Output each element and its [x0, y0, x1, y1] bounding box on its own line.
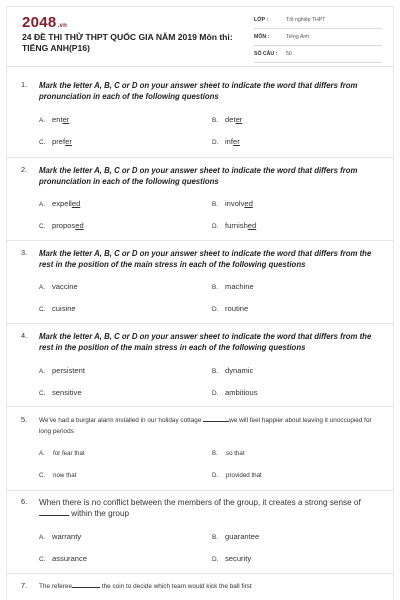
question-number: 5.	[21, 415, 28, 424]
meta-class-label: LỚP :	[254, 17, 269, 23]
header-divider	[6, 66, 394, 67]
question-text	[39, 581, 381, 592]
logo-text: 2048	[22, 14, 57, 31]
option-letter: B.	[212, 451, 218, 457]
question-divider	[6, 406, 394, 407]
option-d[interactable]	[212, 221, 256, 230]
option-letter: C.	[39, 306, 46, 313]
option-letter: C.	[39, 390, 46, 397]
option-letter: C.	[39, 139, 46, 146]
option-a[interactable]	[39, 199, 80, 208]
answer-blank	[72, 587, 100, 588]
option-d[interactable]	[212, 388, 258, 397]
option-text: guarantee	[225, 532, 260, 541]
option-text: involv	[225, 199, 245, 208]
question-text-part: When there is no conflict between the members of the group, it creates a strong sense of	[39, 498, 361, 507]
question-number: 1.	[21, 80, 28, 89]
option-text: pref	[52, 137, 66, 146]
option-text: cuisine	[52, 304, 76, 313]
meta-class-row	[254, 14, 382, 29]
option-text: machine	[225, 282, 254, 291]
option-underlined: er	[233, 137, 240, 146]
option-c[interactable]	[39, 137, 72, 146]
option-a[interactable]	[39, 115, 69, 124]
option-b[interactable]	[212, 282, 254, 291]
option-letter: A.	[39, 284, 46, 291]
option-b[interactable]	[212, 450, 245, 457]
option-letter: C.	[39, 556, 46, 563]
answer-blank	[203, 421, 229, 422]
option-letter: C.	[39, 473, 45, 479]
option-d[interactable]	[212, 304, 248, 313]
question-number: 4.	[21, 331, 28, 340]
option-c[interactable]	[39, 554, 87, 563]
option-text: persistent	[52, 366, 85, 375]
option-text: vaccine	[52, 282, 78, 291]
option-text: ambitious	[225, 388, 258, 397]
option-text: dynamic	[225, 366, 254, 375]
question-text-part: we will feel happier about leaving it unoccupied for long periods	[39, 417, 372, 435]
option-b[interactable]	[212, 532, 259, 541]
document-header	[6, 0, 394, 66]
option-text: furnish	[225, 221, 248, 230]
option-text: provided that	[226, 472, 262, 479]
option-text: expell	[52, 199, 72, 208]
option-letter: B.	[212, 284, 219, 291]
document-title: 24 ĐỀ THI THỬ THPT QUỐC GIA NĂM 2019 Môn thi: TIẾNG ANH(P16)	[22, 32, 233, 53]
option-d[interactable]	[212, 472, 262, 479]
question-text	[39, 415, 381, 437]
option-letter: D.	[212, 223, 219, 230]
option-c[interactable]	[39, 388, 82, 397]
question-divider	[6, 573, 394, 574]
question-text: Mark the letter A, B, C or D on your answer sheet to indicate the word that differs from pronunciation in each of the following questions	[39, 81, 358, 101]
meta-count-value: 50	[286, 51, 292, 57]
option-underlined: ed	[244, 199, 253, 208]
option-text: security	[225, 554, 252, 563]
option-text: now that	[53, 472, 77, 479]
answer-blank	[39, 515, 69, 516]
option-underlined: er	[235, 115, 243, 124]
option-c[interactable]	[39, 472, 76, 479]
question-number: 6.	[21, 497, 28, 506]
question-text: Mark the letter A, B, C or D on your answer sheet to indicate the word that differs from the rest in the position of the main stress in each of the following questions	[39, 249, 372, 269]
question-number: 7.	[21, 581, 28, 590]
option-letter: A.	[39, 117, 46, 124]
logo-suffix: .vn	[57, 23, 68, 29]
option-underlined: ed	[75, 221, 84, 230]
question-divider	[6, 490, 394, 491]
option-text: det	[225, 115, 236, 124]
option-letter: C.	[39, 223, 46, 230]
option-letter: B.	[212, 368, 219, 375]
option-text: propos	[52, 221, 76, 230]
option-text: warranty	[52, 532, 82, 541]
site-logo[interactable]	[22, 14, 67, 31]
option-a[interactable]	[39, 532, 81, 541]
question-text-part: We've had a burglar alarm installed in our holiday cottage	[39, 417, 204, 424]
question-divider	[6, 157, 394, 158]
option-letter: B.	[212, 117, 219, 124]
question-number: 2.	[21, 165, 28, 174]
option-letter: A.	[39, 451, 45, 457]
option-d[interactable]	[212, 137, 240, 146]
exam-meta	[254, 14, 382, 65]
question-text: Mark the letter A, B, C or D on your answer sheet to indicate the word that differs from pronunciation in each of the following questions	[39, 166, 358, 186]
option-letter: D.	[212, 390, 219, 397]
option-letter: B.	[212, 201, 219, 208]
option-c[interactable]	[39, 221, 84, 230]
option-letter: A.	[39, 534, 46, 541]
meta-subject-row	[254, 31, 382, 46]
option-text: assurance	[52, 554, 88, 563]
option-d[interactable]	[212, 554, 251, 563]
option-letter: A.	[39, 368, 46, 375]
option-letter: D.	[212, 556, 219, 563]
question-divider	[6, 323, 394, 324]
option-text: ent	[52, 115, 63, 124]
option-letter: D.	[212, 473, 218, 479]
option-letter: D.	[212, 139, 219, 146]
option-a[interactable]	[39, 282, 78, 291]
question-text-part: within the group	[69, 509, 130, 518]
meta-class-value: Tốt nghiệp THPT	[286, 17, 326, 23]
meta-subject-label: MÔN :	[254, 34, 270, 40]
option-b[interactable]	[212, 115, 242, 124]
option-text: routine	[225, 304, 249, 313]
option-a[interactable]	[39, 450, 85, 457]
option-text: sensitive	[52, 388, 82, 397]
meta-count-row	[254, 48, 382, 63]
question-text-part: the coin to decide which team would kick the ball first	[100, 583, 252, 590]
option-b[interactable]	[212, 366, 253, 375]
option-text: inf	[225, 137, 234, 146]
option-underlined: ed	[247, 221, 257, 230]
option-letter: B.	[212, 534, 219, 541]
option-letter: D.	[212, 306, 219, 313]
meta-subject-value: Tiếng Anh	[286, 34, 310, 40]
option-b[interactable]	[212, 199, 253, 208]
question-divider	[6, 240, 394, 241]
question-number: 3.	[21, 248, 28, 257]
option-underlined: ed	[71, 199, 81, 208]
option-underlined: er	[65, 137, 72, 146]
option-underlined: er	[62, 115, 70, 124]
option-text: so that	[226, 450, 245, 457]
meta-count-label: SỐ CÂU :	[254, 51, 278, 57]
question-text	[39, 497, 381, 519]
option-a[interactable]	[39, 366, 85, 375]
question-text: Mark the letter A, B, C or D on your answer sheet to indicate the word that differs from the rest in the position of the main stress in each of the following questions	[39, 332, 372, 352]
option-c[interactable]	[39, 304, 76, 313]
option-text: for fear that	[53, 450, 85, 457]
question-text-part: The referee	[39, 583, 73, 590]
option-letter: A.	[39, 201, 46, 208]
